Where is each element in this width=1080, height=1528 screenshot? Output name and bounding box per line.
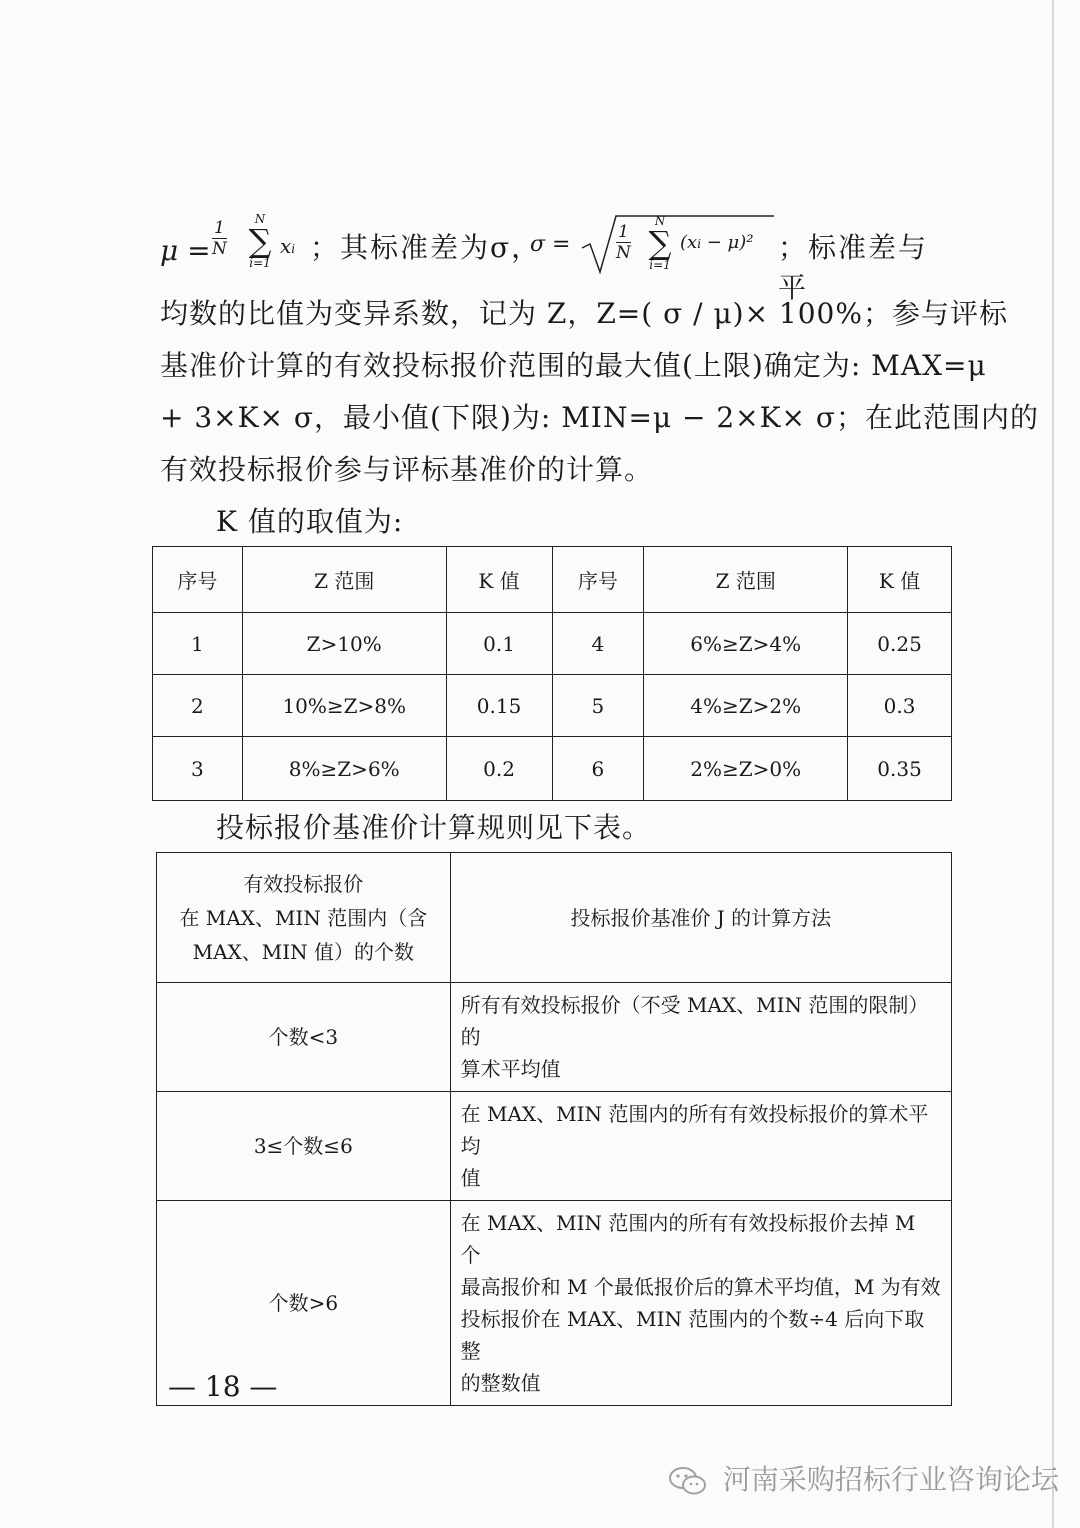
table-row (153, 613, 952, 675)
header-cell: 序号 (552, 547, 644, 613)
method-line: 在 MAX、MIN 范围内的所有有效投标报价的算术平均 (460, 1102, 929, 1158)
table-cell: 2 (153, 675, 243, 737)
count-cell: 个数>6 (157, 1201, 451, 1406)
rule-heading: 投标报价基准价计算规则见下表。 (216, 811, 652, 844)
header-cell: K 值 (848, 547, 952, 613)
rule-table (156, 852, 952, 1406)
table-cell: 0.3 (848, 675, 952, 737)
page-number: — 18 — (168, 1370, 278, 1403)
table-cell: 0.35 (848, 737, 952, 801)
mu-sum (240, 212, 280, 270)
sigma-frac-num: 1 (616, 222, 631, 243)
method-line: 在 MAX、MIN 范围内的所有有效投标报价去掉 M 个 (460, 1211, 916, 1267)
paragraph-line: 有效投标报价参与评标基准价的计算。 (160, 453, 654, 486)
method-cell (450, 1201, 951, 1406)
method-cell (450, 1092, 951, 1201)
table-cell: 0.2 (446, 737, 552, 801)
formula-line (160, 212, 950, 304)
table-header-row (157, 853, 952, 983)
header-line: 有效投标报价 (243, 871, 364, 896)
watermark (668, 1458, 1059, 1498)
table-cell: 3 (153, 737, 243, 801)
method-line: 算术平均值 (460, 1057, 561, 1081)
table-cell: 0.1 (446, 613, 552, 675)
sigma-lhs: σ = (530, 232, 571, 257)
page-edge-shadow (1052, 0, 1054, 1528)
count-cell: 个数<3 (157, 983, 451, 1092)
header-cell: 序号 (153, 547, 243, 613)
table-cell: 0.15 (446, 675, 552, 737)
paragraph-line: 基准价计算的有效投标报价范围的最大值(上限)确定为: MAX=μ (160, 349, 987, 382)
sum-sign: ∑ (248, 222, 272, 260)
header-line: MAX、MIN 值）的个数 (192, 939, 415, 964)
method-line: 所有有效投标报价（不受 MAX、MIN 范围的限制）的 (460, 993, 929, 1049)
body-paragraph (160, 288, 1040, 496)
mu-term: xi (280, 234, 296, 258)
method-cell (450, 983, 951, 1092)
sigma-sum (640, 214, 680, 272)
table-header-row (153, 547, 952, 613)
header-cell-method: 投标报价基准价 J 的计算方法 (450, 853, 951, 983)
table-row (153, 737, 952, 801)
table-cell: 8%≥Z>6% (242, 737, 446, 801)
header-line: 在 MAX、MIN 范围内（含 (179, 905, 428, 930)
sum-bottom: i=1 (249, 256, 271, 270)
frac-num: 1 (212, 218, 227, 239)
table-cell: 5 (552, 675, 644, 737)
wechat-icon (668, 1466, 708, 1496)
table-cell: 4%≥Z>2% (644, 675, 848, 737)
header-cell-count (157, 853, 451, 983)
count-cell: 3≤个数≤6 (157, 1092, 451, 1201)
sigma-sum-sign: ∑ (648, 224, 672, 262)
k-value-table (152, 546, 952, 801)
watermark-text: 河南采购招标行业咨询论坛 (722, 1463, 1059, 1496)
table-row (157, 1092, 952, 1201)
table-cell: 1 (153, 613, 243, 675)
sigma-sum-bottom: i=1 (649, 258, 671, 272)
paragraph-line: 均数的比值为变异系数，记为 Z，Z=( σ / μ)× 100%；参与评标 (160, 297, 1008, 330)
text-after-mu: ；其标准差为σ， (310, 231, 542, 264)
paragraph-line: + 3×K× σ，最小值(下限)为: MIN=μ − 2×K× σ；在此范围内的 (160, 401, 1040, 434)
method-line: 投标报价在 MAX、MIN 范围内的个数÷4 后向下取整 (460, 1307, 925, 1363)
mu-lhs: μ = (160, 234, 211, 267)
header-cell: K 值 (446, 547, 552, 613)
table-row (153, 675, 952, 737)
method-line: 最高报价和 M 个最低报价后的算术平均值，M 为有效 (460, 1275, 941, 1299)
table-cell: 0.25 (848, 613, 952, 675)
sigma-fraction (616, 222, 631, 263)
sigma-sum-top: N (654, 214, 666, 228)
k-heading: K 值的取值为: (216, 505, 404, 538)
method-line: 的整数值 (460, 1371, 541, 1395)
table-row (157, 983, 952, 1092)
sum-top: N (254, 212, 266, 226)
table-cell: 10%≥Z>8% (242, 675, 446, 737)
text-after-sigma: ；标准差与平 (778, 231, 929, 304)
table-cell: 4 (552, 613, 644, 675)
method-line: 值 (460, 1166, 481, 1190)
header-cell: Z 范围 (644, 547, 848, 613)
sigma-term: (xi − μ)² (680, 232, 754, 253)
table-cell: 2%≥Z>0% (644, 737, 848, 801)
sigma-frac-den: N (616, 243, 631, 263)
table-cell: 6 (552, 737, 644, 801)
mu-fraction (212, 218, 227, 259)
table-cell: Z>10% (242, 613, 446, 675)
frac-den: N (212, 239, 227, 259)
table-cell: 6%≥Z>4% (644, 613, 848, 675)
header-cell: Z 范围 (242, 547, 446, 613)
